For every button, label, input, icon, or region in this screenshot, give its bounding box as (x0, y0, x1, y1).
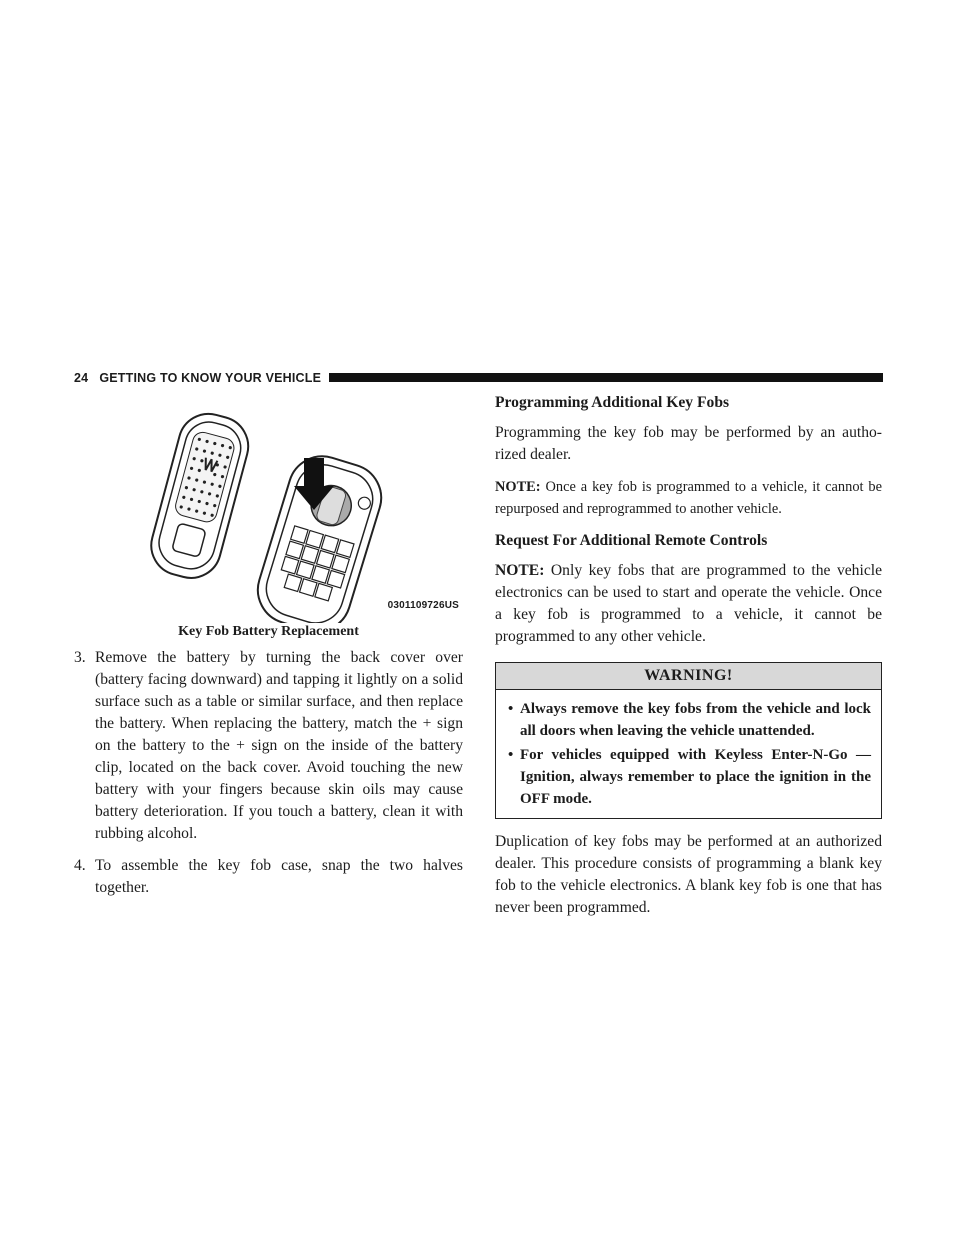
warning-item (508, 744, 871, 810)
figure-caption: Key Fob Battery Replacement (178, 624, 359, 639)
section-title: GETTING TO KNOW YOUR VEHICLE (99, 371, 322, 385)
right-column (495, 392, 882, 919)
warning-text: Always remove the key fobs from the vehicle and lock all doors when leaving the vehicle unattended. (520, 701, 871, 739)
warning-list (496, 690, 881, 818)
request-heading: Request For Additional Remote Controls (495, 532, 768, 549)
fob-front-half (145, 407, 255, 584)
key-fob-illustration (74, 398, 463, 623)
step-list (74, 647, 463, 899)
step-text: Remove the battery by turning the back cover over (battery facing downward) and tapping it lightly on a solid surface such as a table or similar surface, and then replace the battery. When replacing the battery, match the + sign on the battery to the + sign on the inside of the battery clip, located on the back cover. Avoid touching the new battery with your fingers because skin oils may cause battery deterioration. If you touch a battery, clean it with rubbing alcohol. (95, 649, 463, 842)
bullet-icon: • (508, 747, 514, 763)
left-column (74, 398, 463, 909)
header-text (74, 369, 329, 387)
warning-text: For vehicles equipped with Keyless Enter-N-Go — Ignition, always remember to place the ignition in the OFF mode. (520, 747, 871, 807)
page-number: 24 (74, 371, 89, 385)
warning-title: WARNING! (496, 663, 881, 690)
programming-note (495, 476, 882, 520)
request-note (495, 560, 882, 648)
bullet-icon: • (508, 701, 514, 717)
note-label: NOTE: (495, 479, 541, 495)
step-text: To assemble the key fob case, snap the two halves together. (95, 857, 463, 896)
note-text: Only key fobs that are programmed to the vehicle electronics can be used to start and operate the vehicle. Once a key fob is programmed to a vehicle, it cannot be programmed to any other vehicle. (495, 562, 882, 645)
key-fob-figure (74, 398, 463, 623)
warning-item (508, 698, 871, 742)
step-item (74, 855, 463, 899)
programming-section (495, 392, 882, 520)
step-number: 4. (74, 857, 86, 874)
step-item (74, 647, 463, 845)
duplication-text: Duplication of key fobs may be performed at an authorized dealer. This procedure consists of programming a blank key fob to the vehicle electronics. A blank key fob is one that has never been programmed. (495, 833, 882, 916)
programming-heading: Programming Additional Key Fobs (495, 394, 730, 411)
request-section (495, 530, 882, 648)
note-label: NOTE: (495, 562, 545, 579)
page-header (74, 369, 883, 387)
programming-text: Programming the key fob may be performed by an autho-rized dealer. (495, 424, 882, 463)
figure-code: 0301109726US (387, 600, 459, 611)
note-text: Once a key fob is programmed to a vehicle, it cannot be repurposed and reprogrammed to another vehicle. (495, 479, 882, 517)
step-number: 3. (74, 649, 86, 666)
warning-box (495, 662, 882, 819)
